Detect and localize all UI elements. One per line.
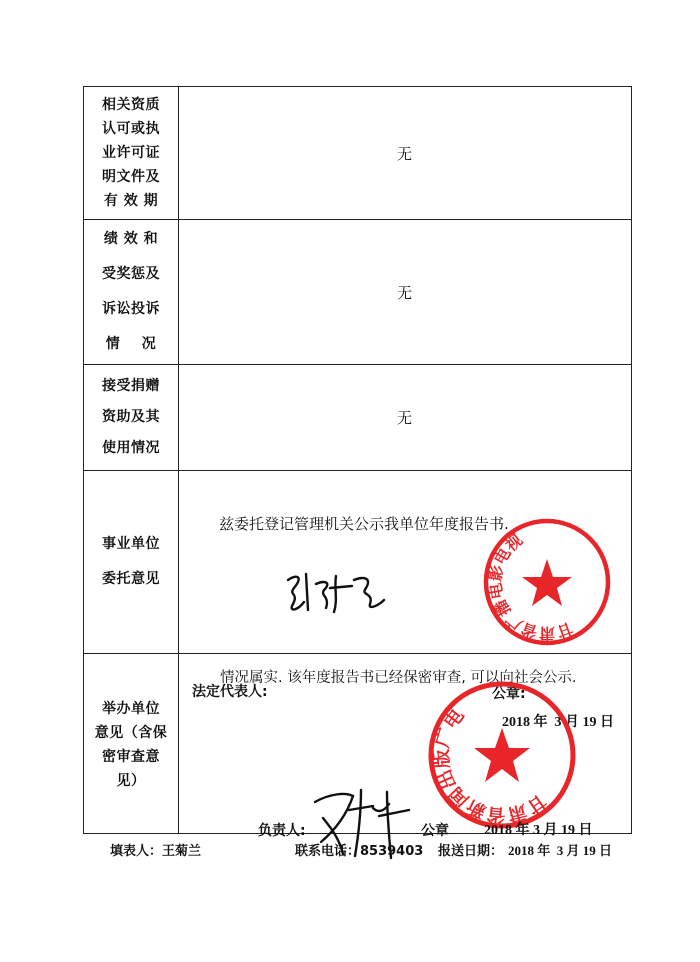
report-table	[83, 86, 632, 839]
label-line: 资助及其	[102, 409, 160, 425]
row-value: 无	[396, 283, 412, 302]
row-label	[84, 471, 178, 653]
row-label	[84, 365, 178, 470]
label-line: 受奖惩及	[102, 266, 160, 282]
label-line: 意见（含保	[94, 724, 168, 741]
entrust-seal-label: 公章:	[492, 686, 526, 702]
sponsor-date: 2018 年 3 月 19 日	[484, 823, 593, 838]
contact-phone: 联系电话：8539403	[295, 844, 424, 859]
sponsor-official-seal-icon	[427, 680, 577, 830]
label-line: 情 况	[105, 336, 157, 352]
svg-text:甘肃省广播电影电视局监测台: 甘肃省广播电影电视局监测台	[485, 530, 576, 644]
label-line: 见）	[116, 772, 146, 789]
report-date-label: 报送日期：	[438, 844, 504, 859]
report-date: 2018 年 3 月 19 日	[508, 843, 613, 858]
label-line: 有 效 期	[103, 193, 159, 209]
label-line: 认可或执	[102, 121, 160, 137]
row-label	[84, 220, 178, 364]
filler-name: 填表人：王菊兰	[110, 844, 202, 859]
person-label: 负责人:	[258, 823, 306, 839]
label-line: 接受捐赠	[102, 378, 160, 394]
label-line: 诉讼投诉	[102, 301, 160, 317]
table-row	[84, 87, 631, 220]
legal-rep-signature-icon	[280, 566, 390, 618]
svg-text:甘肃省新闻出版广电局: 甘肃省新闻出版广电局	[430, 704, 551, 827]
label-line: 事业单位	[102, 536, 160, 552]
label-line: 相关资质	[102, 97, 160, 113]
sponsor-statement: 情况属实. 该年度报告书已经保密审查, 可以向社会公示.	[220, 670, 577, 686]
row-label	[84, 654, 178, 835]
sponsor-seal-label: 公章	[421, 823, 449, 839]
label-line: 绩 效 和	[103, 231, 159, 247]
label-line: 明文件及	[102, 169, 160, 185]
entrust-statement: 兹委托登记管理机关公示我单位年度报告书.	[219, 515, 509, 533]
table-row	[84, 220, 631, 365]
row-value: 无	[396, 409, 412, 427]
sponsor-row	[84, 654, 631, 839]
label-line: 密审查意	[102, 748, 160, 765]
table-row	[84, 365, 631, 471]
row-value: 无	[396, 144, 412, 163]
legal-rep-label: 法定代表人:	[192, 684, 268, 700]
label-line: 使用情况	[102, 440, 160, 456]
entrust-date: 2018 年 3 月 19 日	[502, 715, 614, 730]
label-line: 举办单位	[102, 700, 160, 717]
label-line: 业许可证	[102, 145, 160, 161]
entrust-official-seal-icon	[482, 517, 612, 647]
row-label	[84, 87, 178, 219]
label-line: 委托意见	[102, 571, 160, 587]
